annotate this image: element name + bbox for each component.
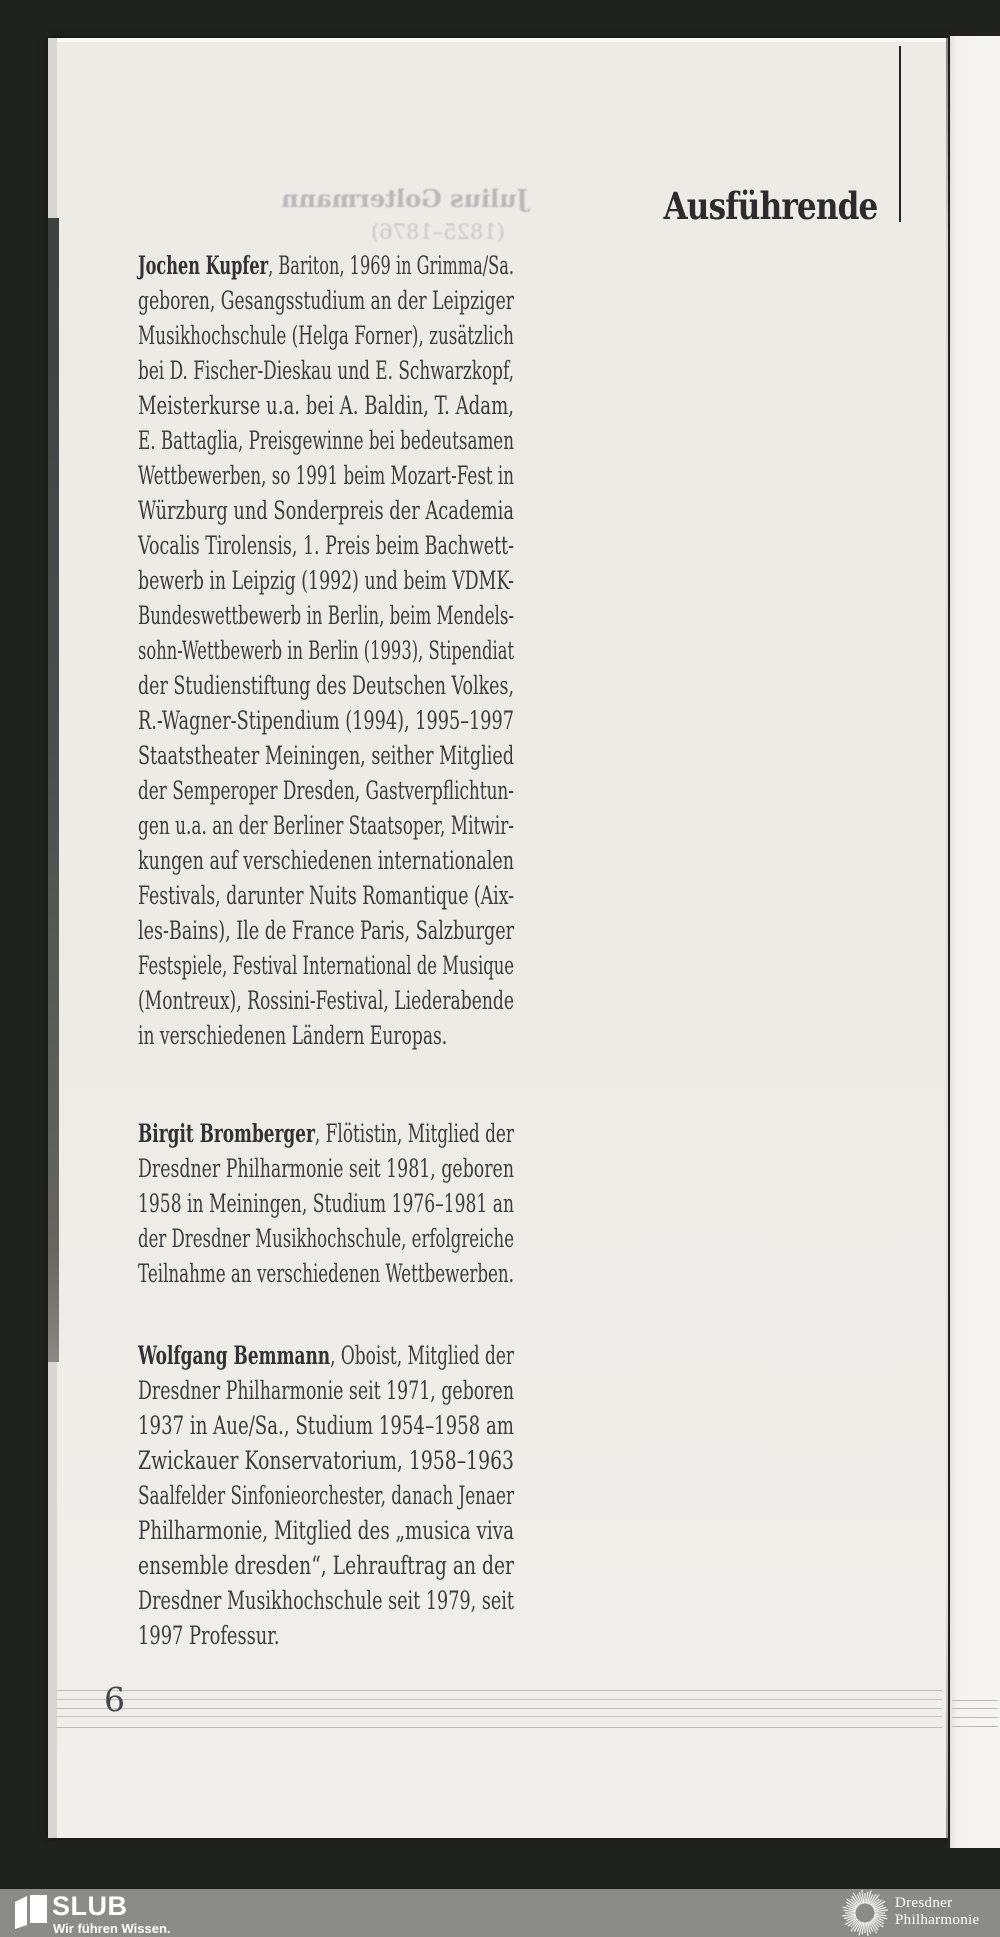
header-vertical-rule bbox=[899, 46, 901, 222]
text-line: Saalfelder Sinfonieorchester, danach Jenaer bbox=[138, 1481, 514, 1510]
text-line: les-Bains), Ile de France Paris, Salzburger bbox=[138, 916, 514, 945]
text-line: in verschiedenen Ländern Europas. bbox=[138, 1021, 448, 1050]
text-line: 1937 in Aue/Sa., Studium 1954–1958 am bbox=[138, 1411, 514, 1440]
text-line: Teilnahme an verschiedenen Wettbewerben. bbox=[138, 1259, 514, 1288]
staff-line bbox=[952, 1700, 998, 1701]
text-line: gen u.a. an der Berliner Staatsoper, Mitwir- bbox=[138, 811, 514, 840]
text-line: Festivals, darunter Nuits Romantique (Aix- bbox=[138, 881, 514, 910]
text-line: Würzburg und Sonderpreis der Academia bbox=[138, 496, 514, 525]
page-top-edge bbox=[48, 38, 948, 42]
bleedthrough-dates: (1825–1876) bbox=[371, 220, 505, 244]
page-gutter-seam bbox=[946, 36, 949, 1848]
text-line: Wettbewerben, so 1991 beim Mozart-Fest in bbox=[138, 461, 514, 490]
text-line: Philharmonie, Mitglied des „musica viva bbox=[138, 1516, 514, 1545]
staff-line bbox=[56, 1708, 942, 1709]
philharmonie-sunburst-icon bbox=[842, 1890, 888, 1936]
staff-line bbox=[952, 1708, 998, 1709]
adjacent-page-edge bbox=[950, 36, 1000, 1848]
text-line: Musikhochschule (Helga Forner), zusätzlich bbox=[138, 321, 514, 350]
staff-line bbox=[56, 1699, 942, 1700]
branding-bar bbox=[0, 1889, 1000, 1937]
paragraph-jochen-kupfer bbox=[138, 248, 514, 1053]
text-line: E. Battaglia, Preisgewinne bei bedeutsamen bbox=[138, 426, 514, 455]
text-line: Dresdner Musikhochschule seit 1979, seit bbox=[138, 1586, 514, 1615]
text-line: Dresdner Philharmonie seit 1981, geboren bbox=[138, 1154, 514, 1183]
text-line: sohn-Wettbewerb in Berlin (1993), Stipendiat bbox=[138, 636, 514, 665]
text-line: Vocalis Tirolensis, 1. Preis beim Bachwett- bbox=[138, 531, 514, 560]
text-line: bei D. Fischer-Dieskau und E. Schwarzkopf, bbox=[138, 356, 514, 385]
bleedthrough-name: Julius Goltermann bbox=[281, 184, 528, 213]
text-line: Jochen Kupfer, Bariton, 1969 in Grimma/Sa. bbox=[138, 251, 514, 280]
text-line: der Semperoper Dresden, Gastverpflichtun- bbox=[138, 776, 514, 805]
text-line: Dresdner Philharmonie seit 1971, geboren bbox=[138, 1376, 514, 1405]
staff-line bbox=[56, 1690, 942, 1691]
philharmonie-line1: Dresdner bbox=[895, 1895, 953, 1911]
text-line: 1997 Professur. bbox=[138, 1621, 280, 1650]
philharmonie-line2: Philharmonie bbox=[895, 1912, 980, 1928]
text-line: der Studienstiftung des Deutschen Volkes, bbox=[138, 671, 514, 700]
text-line: Bundeswettbewerb in Berlin, beim Mendels- bbox=[138, 601, 514, 630]
scanned-page bbox=[48, 38, 948, 1838]
text-line: R.-Wagner-Stipendium (1994), 1995–1997 bbox=[138, 706, 514, 735]
text-line: Staatstheater Meiningen, seither Mitglied bbox=[138, 741, 514, 770]
slub-tagline: Wir führen Wissen. bbox=[53, 1921, 171, 1936]
philharmonie-logo-text bbox=[895, 1895, 979, 1929]
page-number: 6 bbox=[104, 1680, 125, 1719]
text-line: Meisterkurse u.a. bei A. Baldin, T. Adam, bbox=[138, 391, 514, 420]
paragraph-birgit-bromberger bbox=[138, 1116, 514, 1291]
text-line: (Montreux), Rossini-Festival, Liederabende bbox=[138, 986, 514, 1015]
staff-line bbox=[952, 1726, 998, 1727]
page-title: Ausführende bbox=[664, 184, 878, 228]
text-line: Birgit Bromberger, Flötistin, Mitglied der bbox=[138, 1119, 514, 1148]
text-line: der Dresdner Musikhochschule, erfolgreiche bbox=[138, 1224, 514, 1253]
slub-logo-text: SLUB bbox=[52, 1891, 128, 1921]
text-line: geboren, Gesangsstudium an der Leipziger bbox=[138, 286, 514, 315]
text-line: bewerb in Leipzig (1992) und beim VDMK- bbox=[138, 566, 514, 595]
text-line: Wolfgang Bemmann, Oboist, Mitglied der bbox=[138, 1341, 514, 1370]
text-line: kungen auf verschiedenen internationalen bbox=[138, 846, 514, 875]
text-line: Zwickauer Konservatorium, 1958–1963 bbox=[138, 1446, 514, 1475]
text-line: ensemble dresden“, Lehrauftrag an der bbox=[138, 1551, 514, 1580]
staff-line bbox=[56, 1727, 942, 1728]
paragraph-wolfgang-bemmann bbox=[138, 1338, 514, 1653]
text-line: 1958 in Meiningen, Studium 1976–1981 an bbox=[138, 1189, 514, 1218]
staff-line bbox=[952, 1717, 998, 1718]
slub-book-icon bbox=[14, 1893, 48, 1929]
text-line: Festspiele, Festival International de Musique bbox=[138, 951, 514, 980]
staff-line bbox=[56, 1716, 942, 1717]
binding-shadow bbox=[48, 218, 59, 1362]
